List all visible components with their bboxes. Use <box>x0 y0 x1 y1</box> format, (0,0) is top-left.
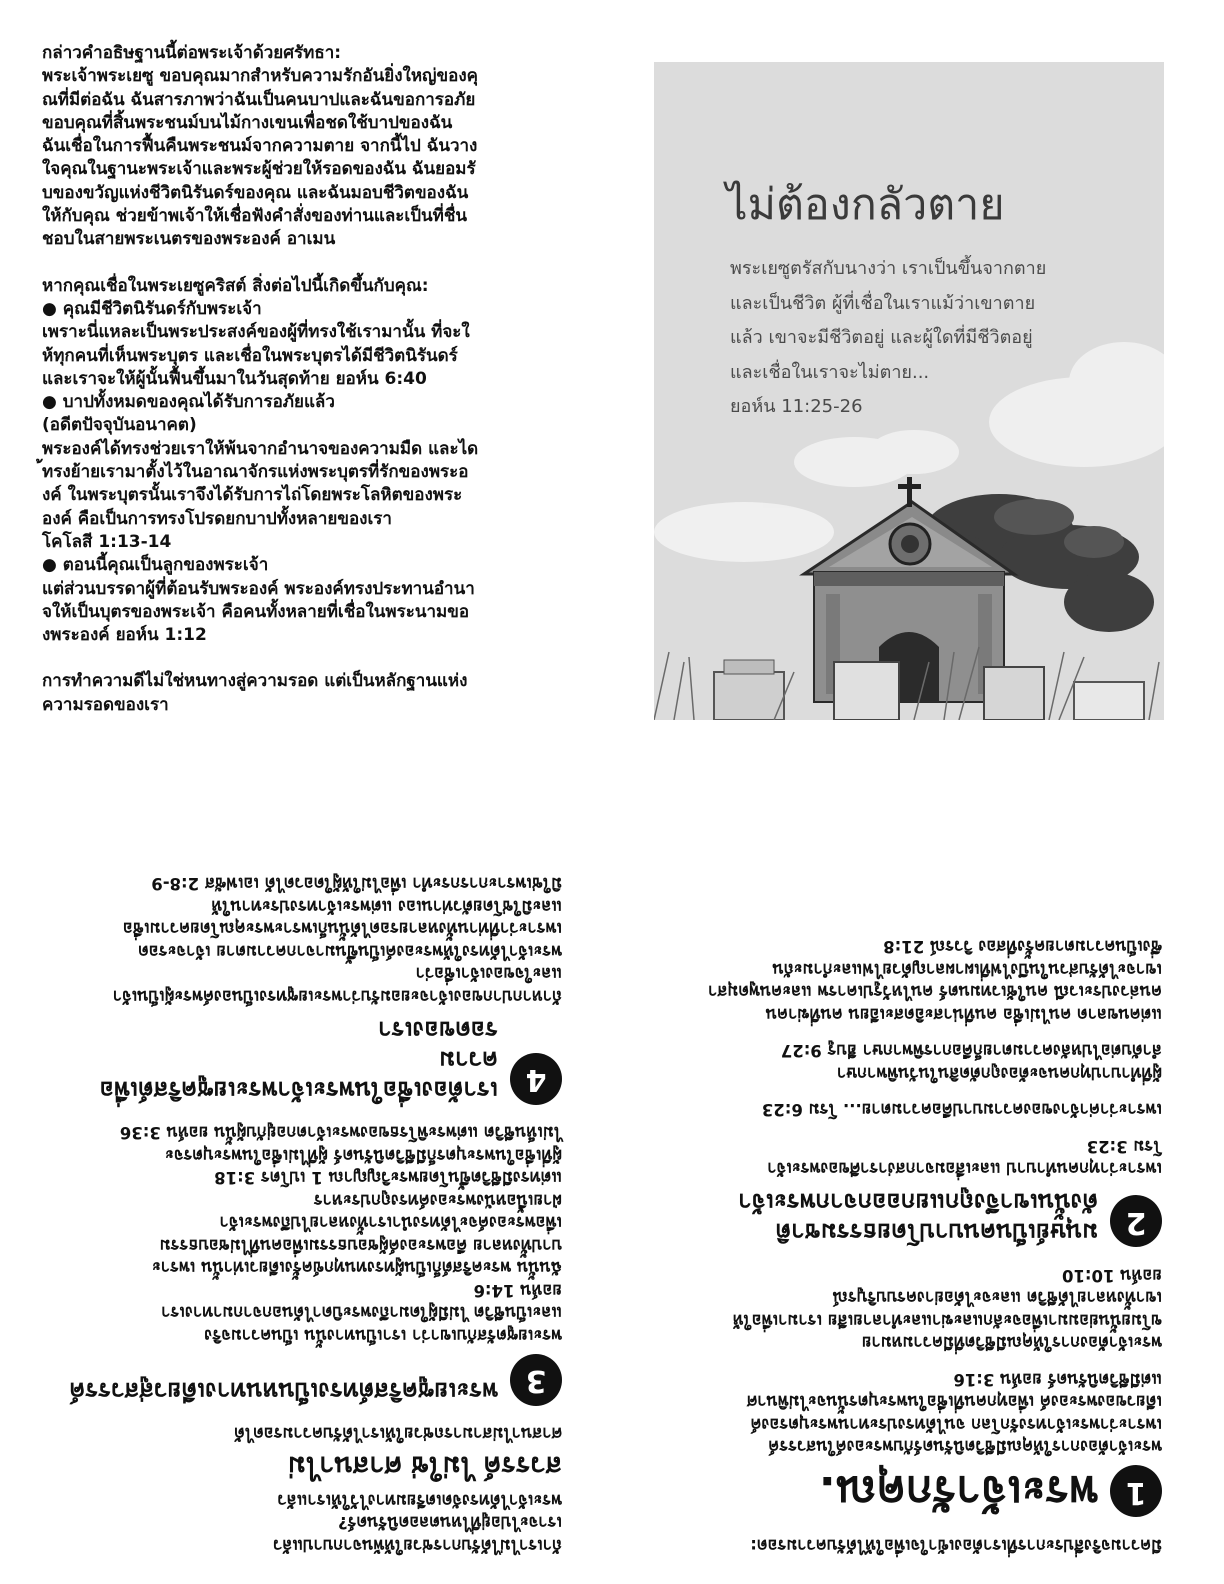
step-text: ไม่เห็นชีวิต แต่พระพิโรธของพระเจ้าตกอยู่กับผู้นั้น ยอห์น 3:36 <box>119 1123 562 1143</box>
step-text: โรม 3:23 <box>1086 1137 1162 1156</box>
step-number: 1 <box>1110 1466 1162 1518</box>
step-text: และมิใช่โดยตัวท่านเอง แต่พระเจ้าทรงประทานให้ <box>211 897 562 916</box>
bullet-subtext: (อดีตปัจจุบันอนาคต) <box>42 415 197 436</box>
step-text: เพราะว่าพระเจ้าทรงรักโลก จนได้ทรงประทานพระบุตรองค์ <box>750 1415 1162 1434</box>
cover-verse <box>730 252 1150 425</box>
bullet-text: และเราจะให้ผู้นั้นฟื้นขึ้นมาในวันสุดท้าย ยอห์น 6:40 <box>42 368 427 389</box>
panel-the-way <box>52 872 562 1556</box>
prayer-line: ณที่มีต่อฉัน ฉันสารภาพว่าฉันเป็นคนบาปและฉันขอการอภัย <box>42 89 476 110</box>
step-text: และเป็นชีวิต ไม่มีผู้ใดมาถึงพระบิดาได้นอกจากมาทางเรา <box>161 1303 562 1323</box>
panel-intro: พระเจ้าได้ทรงจัดเตรียมทางไว้ให้เราแล้ว <box>277 1491 562 1510</box>
bullet-text: ห้ทุกคนที่เห็นพระบุตร และเชื่อในพระบุตรได้มีชีวิตนิรันดร์ <box>42 345 458 366</box>
step-number: 3 <box>510 1354 562 1406</box>
step-text: มิใช่เพราะการกระทำ เพื่อไม่ให้ผู้ใดอวดได้ เอเฟซัส 2:8-9 <box>151 874 562 894</box>
prayer-line: พระเจ้าพระเยซู ขอบคุณมากสำหรับความรักอันยิ่งใหญ่ของคุ <box>42 66 479 87</box>
prayer-line: ขอบคุณที่สิ้นพระชนม์บนไม้กางเขนเพื่อชดใช้บาปของฉัน <box>42 112 453 133</box>
step-text: เพื่อพระองค์จะได้ทรงนำเราทั้งหลายไปถึงพระเจ้า <box>219 1213 562 1233</box>
bullet-eternal-life: ● คุณมีชีวิตนิรันดร์กับพระเจ้า <box>42 298 262 319</box>
step-text: ลำดับต่อไปหลังความตายก็คือการพิพากษา ฮีบรู 9:27 <box>780 1041 1162 1061</box>
step-text: และใจของเจ้าเชื่อว่า <box>415 964 562 984</box>
step-text: พระเจ้าได้ทรงให้พระองค์เป็นขึ้นมาจากความตาย เจ้าจะรอด <box>138 942 562 961</box>
step-title: พระเยซูคริสต์ทรงเป็นหนทางเดียวสู่สวรรค์ <box>69 1377 498 1405</box>
step-text: ยอห์น 14:6 <box>473 1281 562 1300</box>
step-text: เพราะว่าทุกคนทำบาป และเสื่อมจากสง่าราศีของพระเจ้า <box>767 1159 1162 1179</box>
prayer-section <box>42 42 577 717</box>
bullet-text: เพราะนี่แหละเป็นพระประสงค์ของผู้ที่ทรงใช้เรามานั้น ที่จะใ <box>42 322 470 343</box>
panel-intro: เราจะไปอยู่ที่ไหนตลอดนิรันดร์? <box>338 1513 562 1533</box>
prayer-intro: กล่าวคำอธิษฐานนี้ต่อพระเจ้าด้วยศรัทธา: <box>42 43 342 63</box>
step-text: พระเจ้าต้องการให้คุณมีชีวิตที่มีความหมาย <box>861 1333 1162 1353</box>
step-text: พระเยซูตรัสกับเขาว่า เราเป็นทางนั้น เป็นความจริง <box>204 1326 562 1345</box>
step-text: แต่คนขลาด คนไม่เชื่อ คนที่น่าสะอิดสะเอียน คนที่ฆ่าคน <box>765 1005 1162 1024</box>
prayer-line: บของขวัญแห่งชีวิตนิรันดร์ของคุณ และฉันมอบชีวิตของฉัน <box>42 182 469 203</box>
verse-line: และเป็นชีวิต ผู้ที่เชื่อในเราแม้ว่าเขาตาย <box>730 292 1036 314</box>
step-title: เราต้องเชื่อในพระเจ้าพระเยซูคริสต์เพื่อความ <box>99 1046 498 1104</box>
bullet-text: แต่ส่วนบรรดาผู้ที่ต้อนรับพระองค์ พระองค์ทรงประทานอำนา <box>42 578 475 599</box>
prayer-line: ฉันเชื่อในการฟื้นคืนพระชนม์จากความตาย จากนี้ไป ฉันวาง <box>42 136 478 157</box>
panel-god-loves-you <box>652 935 1162 1556</box>
cover-panel <box>654 62 1164 720</box>
step-text: ยอห์น 10:10 <box>1062 1266 1162 1285</box>
bullet-text: งพระองค์ ยอห์น 1:12 <box>42 625 207 646</box>
step-1 <box>652 1466 1162 1518</box>
inside-panels-upside-down <box>0 792 1224 1584</box>
step-text: แต่มีชีวิตนิรันดร์ ยอห์น 3:16 <box>953 1370 1162 1389</box>
step-text: เพราะว่าที่ท่านทั้งหลายรอดได้นั้นก็เพราะพระคุณโดยความเชื่อ <box>122 919 562 939</box>
bullet-text: พระองค์ได้ทรงช่วยเราให้พ้นจากอำนาจของความมืด และได <box>42 438 479 459</box>
bullet-forgiven: ● บาปทั้งหมดของคุณได้รับการอภัยแล้ว <box>42 392 335 413</box>
verse-line: แล้ว เขาจะมีชีวิตอยู่ และผู้ใดที่มีชีวิตอยู่ <box>730 327 1033 348</box>
panel-intro: ถ้าเราไม่ได้รับการช่วยให้พ้นจากบาปแล้ว <box>272 1536 562 1555</box>
bullet-text: ้ทรงย้ายเรามาตั้งไว้ในอาณาจักรแห่งพระบุตรที่รักของพระอ <box>42 462 469 483</box>
believe-heading: หากคุณเชื่อในพระเยซูคริสต์ สิ่งต่อไปนี้เกิดขึ้นกับคุณ: <box>42 275 429 296</box>
closing-text: ความรอดของเรา <box>42 694 169 715</box>
step-title: รอดของเรา <box>378 1016 498 1044</box>
step-title: มนุษย์เป็นคนบาปโดยธรรมชาติ <box>775 1218 1098 1247</box>
step-text: ฉันนั้น พระคริสต์ก็เป็นผู้ทรงทนทุกข์ครั้งเดียวเท่านั้น เพราะ <box>151 1258 562 1278</box>
step-number: 2 <box>1110 1196 1162 1248</box>
panel-title: สวรรค์ ไม่ใช่ ศาสนาไม่ <box>287 1450 562 1482</box>
step-text: ถ้าหากปากของเจ้าจะยอมรับว่าพระเยซูทรงเป็นองค์พระผู้เป็นเจ้า <box>112 987 562 1006</box>
bullet-text: องค์ คือเป็นการทรงโปรดยกบาปทั้งหลายของเรา <box>42 508 392 529</box>
prayer-line: ให้กับคุณ ช่วยข้าพเจ้าให้เชื่อฟังคำสั่งของท่านและเป็นที่ชื่น <box>42 206 467 227</box>
step-text: เขาทั้งหลายได้ชีวิต และจะได้อย่างครบบริบูรณ์ <box>832 1288 1162 1308</box>
bullet-child-of-god: ● ตอนนี้คุณเป็นลูกของพระเจ้า <box>42 555 269 576</box>
panel-intro: มีความจริงสี่ประการที่เราต้องเข้าใจเพื่อให้ได้รับความรอด: <box>750 1536 1162 1555</box>
panel-subtitle: ศาสนาไม่สามารถช่วยให้เราได้รับความรอดได้ <box>234 1424 562 1444</box>
step-3 <box>52 1354 562 1406</box>
step-text: ซึ่งเป็นความตายครั้งที่สอง วิวรณ์ 21:8 <box>883 937 1162 957</box>
verse-line: และเชื่อในเราจะไม่ตาย... <box>730 361 930 383</box>
step-text: เพราะว่าค่าจ้างของความบาปคือความตาย... โรม 6:23 <box>761 1100 1162 1120</box>
step-text: ผู้ที่ทำบาปทุกคนจะต้องถูกตัดสินในวันพิพากษา <box>836 1064 1162 1083</box>
closing-text: การทำความดีไม่ใช่หนทางสู่ความรอด แต่เป็นหลักฐานแห่ง <box>42 671 468 692</box>
step-text: ขโมยนั้นย่อมมาเพื่อจะลักและฆ่าและทำลายเสีย เรามาเพื่อให้ <box>732 1311 1162 1330</box>
step-title: ดังนั้นเขาจึงถูกแยกออกจากพระเจ้า <box>738 1188 1098 1217</box>
cover-title: ไม่ต้องกลัวตาย <box>726 180 1005 230</box>
step-4 <box>52 1015 562 1105</box>
bullet-text: โคโลสี 1:13-14 <box>42 531 172 552</box>
bullet-text: จให้เป็นบุตรของพระเจ้า คือคนทั้งหลายที่เชื่อในพระนามขอ <box>42 601 470 622</box>
step-title: พระเจ้ารักคุณ. <box>818 1466 1098 1518</box>
prayer-line: ใจคุณในฐานะพระเจ้าและพระผู้ช่วยให้รอดของฉัน ฉันยอมรั <box>42 159 476 180</box>
step-text: แต่ทรงมีชีวิตขึ้นโดยพระวิญญาณ 1 เปโตร 3:18 <box>214 1168 562 1188</box>
step-2 <box>652 1188 1162 1248</box>
step-text: ผู้ที่เชื่อในพระบุตรก็มีชีวิตนิรันดร์ ผู้ที่ไม่เชื่อในพระบุตรจะ <box>164 1146 562 1165</box>
step-text: บาปทั้งหลาย คือพระองค์ผู้ชอบธรรมเพื่อคนที่ไม่ชอบธรรม <box>159 1236 562 1255</box>
step-number: 4 <box>510 1053 562 1105</box>
step-text: พระเจ้าต้องการให้คุณมีชีวิตนิรันดร์กับพระองค์ในสวรรค์ <box>768 1437 1162 1457</box>
verse-line: พระเยซูตรัสกับนางว่า เราเป็นขึ้นจากตาย <box>730 258 1047 279</box>
prayer-line: ชอบในสายพระเนตรของพระองค์ อาเมน <box>42 229 336 250</box>
bullet-text: งค์ ในพระบุตรนั้นเราจึงได้รับการไถ่โดยพระโลหิตของพระ <box>42 485 463 506</box>
step-text: ฝ่ายเนื้อหนังพระองค์ทรงถูกประหาร <box>313 1191 562 1210</box>
step-text: คนล่วงประเวณี คนใช้เวทมนตร์ คนไหว้รูปเคารพ และคนพูดมุสา <box>708 982 1162 1002</box>
step-text: เดียวของพระองค์ เพื่อทุกคนที่เชื่อในพระบุตรนั้นจะไม่พินาศ <box>746 1392 1162 1412</box>
verse-reference: ยอห์น 11:25-26 <box>730 396 863 417</box>
step-text: เขาจะได้รับส่วนในบึงไฟที่เผาผลาญด้วยไฟและกำมะถัน <box>772 960 1162 979</box>
